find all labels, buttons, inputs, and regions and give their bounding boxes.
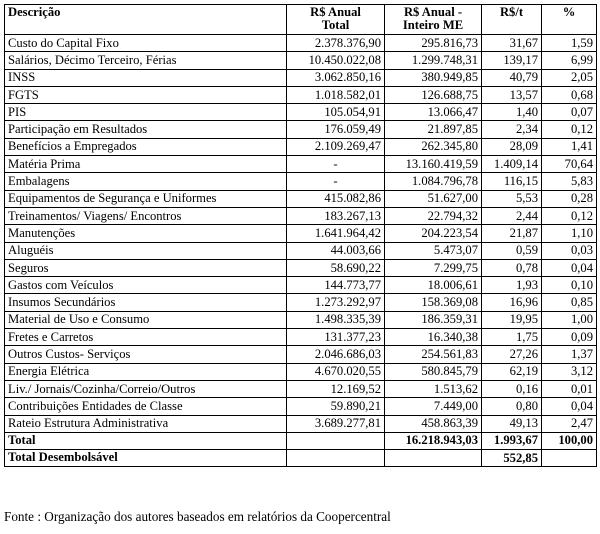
row-rs-t: 0,80 xyxy=(482,398,542,415)
row-rs-anual-me: 5.473,07 xyxy=(385,242,482,259)
row-rs-t: 0,16 xyxy=(482,380,542,397)
table-row xyxy=(5,363,597,380)
row-descricao: Seguros xyxy=(5,259,287,276)
row-rs-anual-me: 204.223,54 xyxy=(385,225,482,242)
row-rs-anual-me: 18.006,61 xyxy=(385,277,482,294)
row-descricao: Material de Uso e Consumo xyxy=(5,311,287,328)
row-rs-t: 19,95 xyxy=(482,311,542,328)
row-rs-anual-me: 1.084.796,78 xyxy=(385,173,482,190)
header-rs-anual-total-line1: R$ Anual xyxy=(310,5,361,19)
row-descricao: Contribuições Entidades de Classe xyxy=(5,398,287,415)
table-row xyxy=(5,398,597,415)
header-rs-anual-me xyxy=(385,5,482,35)
row-rs-anual-total: 10.450.022,08 xyxy=(287,52,385,69)
row-pct: 0,12 xyxy=(542,121,597,138)
table-row xyxy=(5,173,597,190)
row-descricao: Energia Elétrica xyxy=(5,363,287,380)
row-descricao: Embalagens xyxy=(5,173,287,190)
row-rs-t: 2,44 xyxy=(482,207,542,224)
row-pct: 2,47 xyxy=(542,415,597,432)
row-rs-anual-total: 1.018.582,01 xyxy=(287,86,385,103)
row-rs-anual-me: 295.816,73 xyxy=(385,35,482,52)
row-rs-t: 1,40 xyxy=(482,104,542,121)
total-pct: 100,00 xyxy=(542,432,597,449)
row-descricao: Aluguéis xyxy=(5,242,287,259)
row-rs-t: 116,15 xyxy=(482,173,542,190)
row-rs-t: 13,57 xyxy=(482,86,542,103)
row-rs-anual-total: 12.169,52 xyxy=(287,380,385,397)
row-pct: 1,59 xyxy=(542,35,597,52)
row-rs-anual-me: 126.688,75 xyxy=(385,86,482,103)
row-rs-t: 1.409,14 xyxy=(482,156,542,173)
row-rs-anual-total: 2.378.376,90 xyxy=(287,35,385,52)
row-rs-anual-me: 16.340,38 xyxy=(385,329,482,346)
header-rs-t: R$/t xyxy=(482,5,542,35)
row-rs-t: 1,93 xyxy=(482,277,542,294)
table-row xyxy=(5,207,597,224)
row-rs-anual-total: 1.273.292,97 xyxy=(287,294,385,311)
row-pct: 1,00 xyxy=(542,311,597,328)
header-row xyxy=(5,5,597,35)
row-pct: 0,10 xyxy=(542,277,597,294)
row-rs-anual-total: - xyxy=(287,156,385,173)
row-pct: 0,04 xyxy=(542,259,597,276)
total-rs-anual-total xyxy=(287,432,385,449)
row-pct: 70,64 xyxy=(542,156,597,173)
row-rs-anual-total: 415.082,86 xyxy=(287,190,385,207)
table-row xyxy=(5,294,597,311)
disbursable-pct xyxy=(542,450,597,467)
disbursable-rs-t: 552,85 xyxy=(482,450,542,467)
row-rs-anual-total: 105.054,91 xyxy=(287,104,385,121)
header-rs-anual-me-line2: Inteiro ME xyxy=(402,18,464,32)
row-rs-t: 28,09 xyxy=(482,138,542,155)
row-descricao: Participação em Resultados xyxy=(5,121,287,138)
row-rs-anual-total: 44.003,66 xyxy=(287,242,385,259)
table-row xyxy=(5,259,597,276)
row-rs-t: 16,96 xyxy=(482,294,542,311)
table-row xyxy=(5,156,597,173)
row-rs-anual-me: 51.627,00 xyxy=(385,190,482,207)
row-rs-anual-total: - xyxy=(287,173,385,190)
row-rs-anual-total: 2.109.269,47 xyxy=(287,138,385,155)
row-descricao: Rateio Estrutura Administrativa xyxy=(5,415,287,432)
row-rs-anual-total: 2.046.686,03 xyxy=(287,346,385,363)
row-descricao: FGTS xyxy=(5,86,287,103)
row-rs-anual-me: 380.949,85 xyxy=(385,69,482,86)
row-rs-anual-total: 131.377,23 xyxy=(287,329,385,346)
cost-table xyxy=(4,4,597,467)
table-row xyxy=(5,415,597,432)
row-descricao: Matéria Prima xyxy=(5,156,287,173)
row-rs-t: 49,13 xyxy=(482,415,542,432)
source-note: Fonte : Organização dos autores baseados em relatórios da Coopercentral xyxy=(4,509,391,524)
row-rs-t: 5,53 xyxy=(482,190,542,207)
row-rs-anual-total: 58.690,22 xyxy=(287,259,385,276)
row-rs-t: 139,17 xyxy=(482,52,542,69)
table-row xyxy=(5,346,597,363)
row-rs-anual-me: 580.845,79 xyxy=(385,363,482,380)
row-descricao: Liv./ Jornais/Cozinha/Correio/Outros xyxy=(5,380,287,397)
row-pct: 6,99 xyxy=(542,52,597,69)
row-rs-anual-total: 183.267,13 xyxy=(287,207,385,224)
row-pct: 0,09 xyxy=(542,329,597,346)
row-pct: 3,12 xyxy=(542,363,597,380)
disbursable-rs-anual-me xyxy=(385,450,482,467)
disbursable-row xyxy=(5,450,597,467)
table-row xyxy=(5,104,597,121)
row-pct: 0,04 xyxy=(542,398,597,415)
row-rs-anual-me: 458.863,39 xyxy=(385,415,482,432)
row-pct: 1,41 xyxy=(542,138,597,155)
row-rs-anual-me: 7.449,00 xyxy=(385,398,482,415)
row-pct: 0,28 xyxy=(542,190,597,207)
row-rs-anual-me: 1.299.748,31 xyxy=(385,52,482,69)
table-row xyxy=(5,190,597,207)
table-row xyxy=(5,329,597,346)
row-rs-anual-me: 22.794,32 xyxy=(385,207,482,224)
row-rs-t: 0,78 xyxy=(482,259,542,276)
row-descricao: Benefícios a Empregados xyxy=(5,138,287,155)
row-pct: 5,83 xyxy=(542,173,597,190)
row-pct: 0,01 xyxy=(542,380,597,397)
table-row xyxy=(5,138,597,155)
row-rs-anual-total: 3.689.277,81 xyxy=(287,415,385,432)
table-row xyxy=(5,69,597,86)
header-rs-anual-total xyxy=(287,5,385,35)
total-rs-anual-me: 16.218.943,03 xyxy=(385,432,482,449)
row-descricao: Gastos com Veículos xyxy=(5,277,287,294)
table-row xyxy=(5,277,597,294)
table-row xyxy=(5,311,597,328)
row-rs-t: 40,79 xyxy=(482,69,542,86)
total-row xyxy=(5,432,597,449)
header-pct: % xyxy=(542,5,597,35)
table-row xyxy=(5,225,597,242)
row-pct: 1,10 xyxy=(542,225,597,242)
total-label: Total xyxy=(5,432,287,449)
row-rs-anual-me: 1.513,62 xyxy=(385,380,482,397)
table-body xyxy=(5,35,597,467)
table-row xyxy=(5,35,597,52)
row-rs-anual-total: 3.062.850,16 xyxy=(287,69,385,86)
row-descricao: Equipamentos de Segurança e Uniformes xyxy=(5,190,287,207)
row-descricao: Fretes e Carretos xyxy=(5,329,287,346)
row-pct: 0,07 xyxy=(542,104,597,121)
row-pct: 0,85 xyxy=(542,294,597,311)
table-row xyxy=(5,380,597,397)
table-row xyxy=(5,121,597,138)
row-descricao: Salários, Décimo Terceiro, Férias xyxy=(5,52,287,69)
row-pct: 2,05 xyxy=(542,69,597,86)
row-rs-anual-me: 158.369,08 xyxy=(385,294,482,311)
row-rs-anual-total: 1.498.335,39 xyxy=(287,311,385,328)
row-rs-anual-me: 21.897,85 xyxy=(385,121,482,138)
row-descricao: PIS xyxy=(5,104,287,121)
row-rs-anual-me: 262.345,80 xyxy=(385,138,482,155)
table-row xyxy=(5,52,597,69)
row-rs-t: 1,75 xyxy=(482,329,542,346)
row-rs-t: 27,26 xyxy=(482,346,542,363)
row-descricao: Insumos Secundários xyxy=(5,294,287,311)
row-rs-t: 2,34 xyxy=(482,121,542,138)
row-rs-anual-me: 186.359,31 xyxy=(385,311,482,328)
row-descricao: Treinamentos/ Viagens/ Encontros xyxy=(5,207,287,224)
row-rs-anual-total: 1.641.964,42 xyxy=(287,225,385,242)
row-pct: 1,37 xyxy=(542,346,597,363)
row-rs-anual-total: 59.890,21 xyxy=(287,398,385,415)
total-rs-t: 1.993,67 xyxy=(482,432,542,449)
row-rs-t: 62,19 xyxy=(482,363,542,380)
row-rs-anual-total: 176.059,49 xyxy=(287,121,385,138)
header-descricao: Descrição xyxy=(5,5,287,35)
row-pct: 0,68 xyxy=(542,86,597,103)
row-rs-t: 0,59 xyxy=(482,242,542,259)
row-rs-anual-total: 4.670.020,55 xyxy=(287,363,385,380)
row-rs-t: 31,67 xyxy=(482,35,542,52)
row-rs-anual-me: 254.561,83 xyxy=(385,346,482,363)
row-rs-anual-total: 144.773,77 xyxy=(287,277,385,294)
table-row xyxy=(5,86,597,103)
header-rs-anual-me-line1: R$ Anual - xyxy=(403,5,463,19)
row-descricao: Custo do Capital Fixo xyxy=(5,35,287,52)
row-descricao: Outros Custos- Serviços xyxy=(5,346,287,363)
row-pct: 0,12 xyxy=(542,207,597,224)
row-rs-t: 21,87 xyxy=(482,225,542,242)
row-rs-anual-me: 13.066,47 xyxy=(385,104,482,121)
row-pct: 0,03 xyxy=(542,242,597,259)
table-row xyxy=(5,242,597,259)
row-descricao: INSS xyxy=(5,69,287,86)
row-descricao: Manutenções xyxy=(5,225,287,242)
disbursable-label: Total Desembolsável xyxy=(5,450,287,467)
disbursable-rs-anual-total xyxy=(287,450,385,467)
row-rs-anual-me: 13.160.419,59 xyxy=(385,156,482,173)
row-rs-anual-me: 7.299,75 xyxy=(385,259,482,276)
header-rs-anual-total-line2: Total xyxy=(321,18,350,32)
